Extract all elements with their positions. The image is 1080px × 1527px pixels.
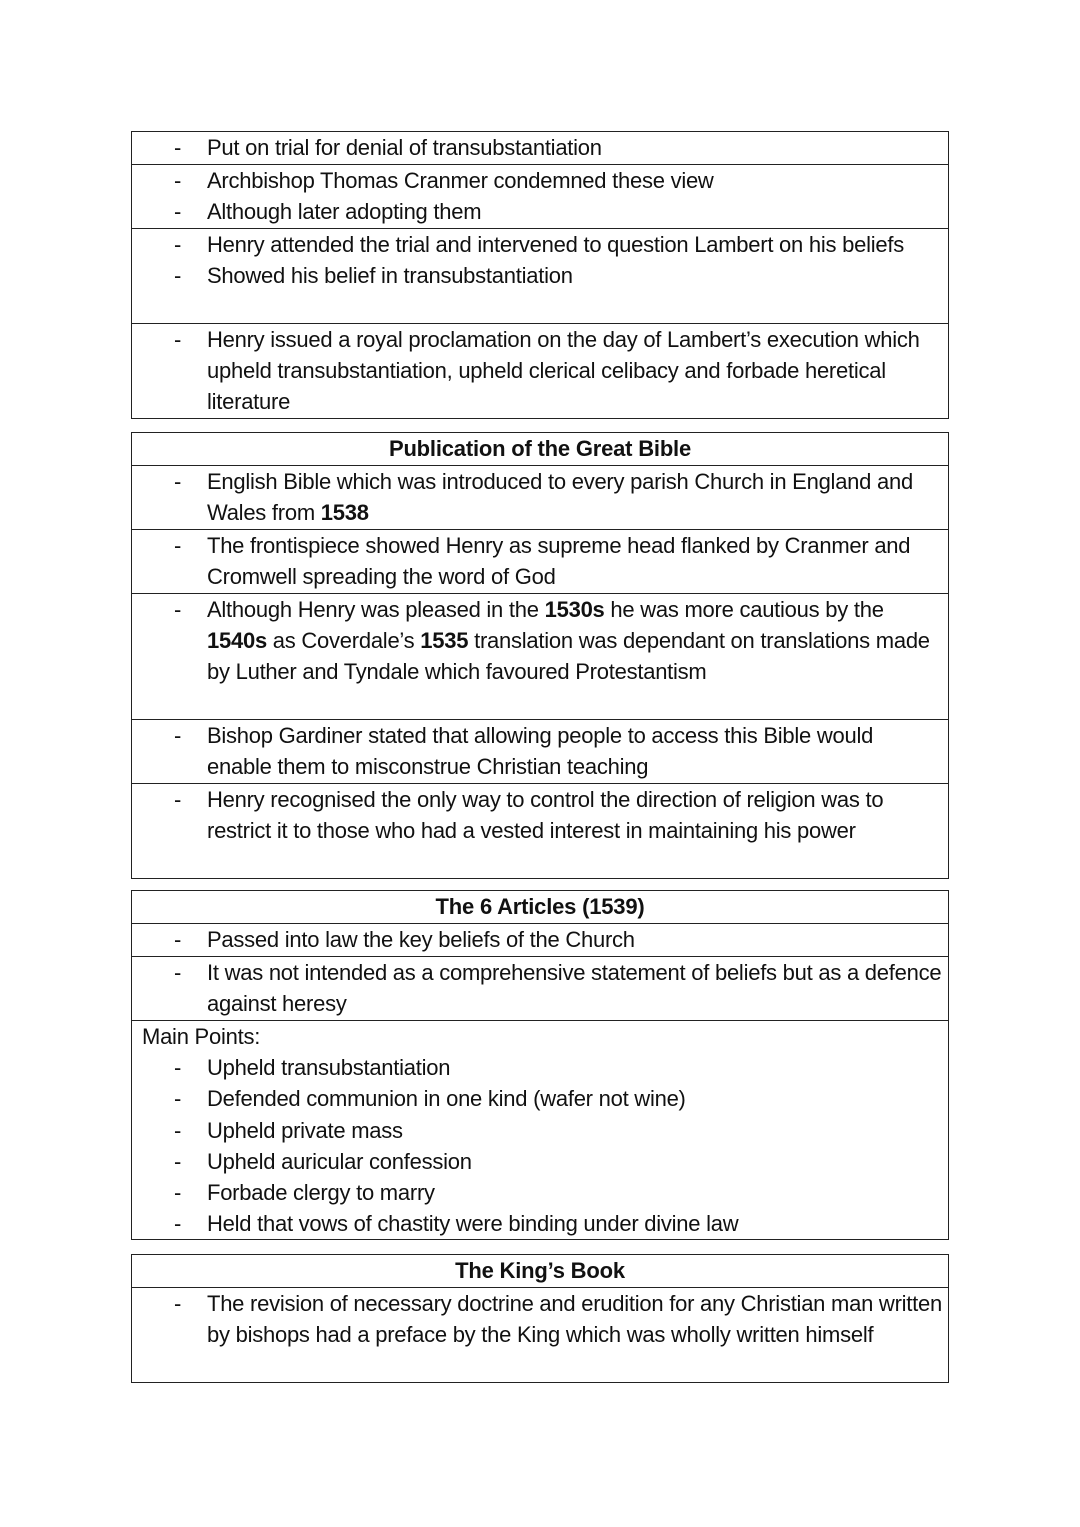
table-cell: [132, 165, 949, 229]
bullet-item: - Upheld transubstantiation: [132, 1052, 948, 1083]
table-cell: [132, 957, 949, 1021]
dash-bullet-icon: -: [174, 263, 182, 289]
table-cell: [132, 924, 949, 957]
table-row: [132, 165, 949, 229]
section-title: The King’s Book: [132, 1255, 949, 1288]
dash-bullet-icon: -: [174, 533, 182, 558]
table-row: [132, 594, 949, 720]
table-row: [132, 324, 949, 419]
dash-bullet-icon: -: [174, 1211, 182, 1237]
bullet-item: - English Bible which was introduced to every parish Church in England and Wales from 1538: [132, 466, 948, 528]
bold-date: 1538: [320, 500, 369, 526]
dash-bullet-icon: -: [174, 1117, 182, 1143]
dash-bullet-icon: -: [174, 135, 182, 160]
table-row: [132, 957, 949, 1021]
dash-bullet-icon: -: [174, 1291, 182, 1316]
dash-bullet-icon: -: [174, 597, 182, 622]
table-cell: [132, 784, 949, 879]
bullet-item: - Defended communion in one kind (wafer not wine): [132, 1083, 948, 1114]
bullet-item: - Henry recognised the only way to control the direction of religion was to restrict it to those who had a vested interest in maintaining his power: [132, 784, 948, 846]
dash-bullet-icon: -: [174, 723, 182, 748]
table-row: [132, 1021, 949, 1240]
table-row: [132, 1288, 949, 1383]
bullet-item: - Showed his belief in transubstantiation: [132, 260, 948, 291]
table-cell: [132, 594, 949, 720]
dash-bullet-icon: -: [174, 927, 182, 952]
bullet-item: - Put on trial for denial of transubstantiation: [132, 132, 948, 163]
table-cell: [132, 720, 949, 784]
section-table-great-bible: [131, 432, 949, 879]
dash-bullet-icon: -: [174, 469, 182, 494]
bullet-item: - Upheld auricular confession: [132, 1146, 948, 1177]
dash-bullet-icon: -: [174, 1148, 182, 1174]
bullet-item: - Henry attended the trial and intervened to question Lambert on his beliefs: [132, 229, 948, 260]
bullet-item: - Held that vows of chastity were binding under divine law: [132, 1208, 948, 1239]
dash-bullet-icon: -: [174, 327, 182, 352]
table-cell: [132, 229, 949, 324]
dash-bullet-icon: -: [174, 787, 182, 812]
table-row: [132, 784, 949, 879]
bullet-item: - The revision of necessary doctrine and erudition for any Christian man written by bishops had a preface by the King which was wholly written himself: [132, 1288, 948, 1350]
dash-bullet-icon: -: [174, 232, 182, 257]
dash-bullet-icon: -: [174, 1086, 182, 1112]
table-cell: [132, 324, 949, 419]
dash-bullet-icon: -: [174, 199, 182, 225]
table-row: [132, 132, 949, 165]
table-row: [132, 530, 949, 594]
section-table-kings-book: [131, 1254, 949, 1383]
section-title: The 6 Articles (1539): [132, 891, 949, 924]
table-cell: [132, 466, 949, 530]
bullet-item: - It was not intended as a comprehensive statement of beliefs but as a defence against heresy: [132, 957, 948, 1019]
table-row: [132, 466, 949, 530]
table-row: [132, 720, 949, 784]
dash-bullet-icon: -: [174, 1180, 182, 1206]
bold-date: 1540s: [207, 628, 267, 654]
bullet-item: - Although later adopting them: [132, 196, 948, 227]
table-cell: [132, 530, 949, 594]
section-table-lambert-trial: [131, 131, 949, 419]
bold-date: 1535: [420, 628, 469, 654]
bullet-item: - The frontispiece showed Henry as supreme head flanked by Cranmer and Cromwell spreading the word of God: [132, 530, 948, 592]
bold-date: 1530s: [544, 597, 605, 622]
bullet-item: - Although Henry was pleased in the 1530s he was more cautious by the 1540s as Coverdale’s 1535 translation was dependant on translations made by Luther and Tyndale which favoured Protestantism: [132, 594, 948, 688]
section-title: Publication of the Great Bible: [132, 433, 949, 466]
bullet-item: - Archbishop Thomas Cranmer condemned these view: [132, 165, 948, 196]
bullet-item: - Forbade clergy to marry: [132, 1177, 948, 1208]
table-cell: [132, 1288, 949, 1383]
dash-bullet-icon: -: [174, 168, 182, 193]
table-row: [132, 924, 949, 957]
list-lead-label: Main Points:: [142, 1024, 261, 1049]
table-cell: [132, 132, 949, 165]
dash-bullet-icon: -: [174, 1055, 182, 1081]
dash-bullet-icon: -: [174, 960, 182, 985]
bullet-item: - Passed into law the key beliefs of the Church: [132, 924, 948, 955]
section-table-six-articles: [131, 890, 949, 1240]
bullet-item: - Bishop Gardiner stated that allowing people to access this Bible would enable them to misconstrue Christian teaching: [132, 720, 948, 782]
table-cell: [132, 1021, 949, 1240]
bullet-item: - Upheld private mass: [132, 1115, 948, 1146]
bullet-item: - Henry issued a royal proclamation on the day of Lambert’s execution which upheld transubstantiation, upheld clerical celibacy and forbade heretical literature: [132, 324, 948, 418]
table-row: [132, 229, 949, 324]
